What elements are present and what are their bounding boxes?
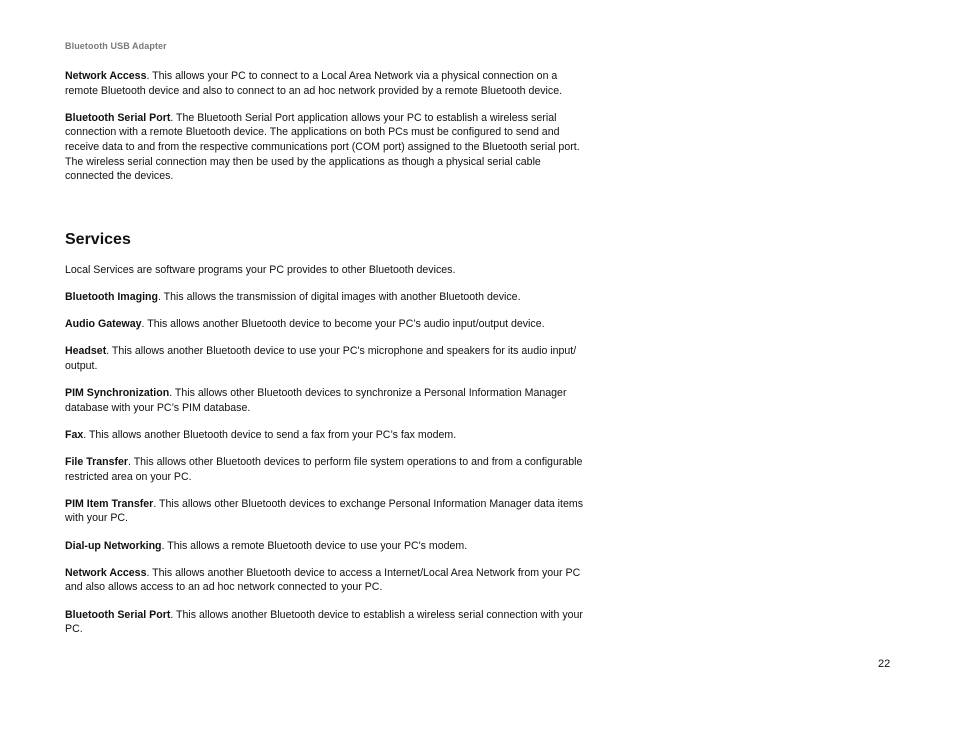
service-text: . This allows another Bluetooth device to become your PC’s audio input/output device. [141, 318, 545, 331]
definition-bluetooth-serial-port [65, 111, 587, 184]
service-term: Bluetooth Imaging [65, 290, 158, 303]
service-term: Fax [65, 428, 84, 441]
service-term: Bluetooth Serial Port [65, 608, 171, 621]
service-term: PIM Synchronization [65, 387, 170, 400]
service-text: . This allows other Bluetooth devices to exchange Personal Information Manager data items with your PC. [65, 497, 583, 525]
service-bluetooth-imaging [65, 290, 587, 305]
service-term: Dial-up Networking [65, 539, 162, 552]
definition-term: Bluetooth Serial Port [65, 111, 171, 124]
page-number: 22 [878, 658, 891, 670]
service-pim-synchronization [65, 386, 587, 415]
service-term: PIM Item Transfer [65, 497, 154, 510]
service-text: . This allows another Bluetooth device to send a fax from your PC’s fax modem. [83, 428, 457, 441]
service-fax [65, 428, 587, 443]
service-text: . This allows a remote Bluetooth device to use your PC's modem. [161, 539, 468, 552]
service-term: Audio Gateway [65, 318, 142, 331]
page-content [65, 69, 587, 649]
service-term: File Transfer [65, 456, 128, 469]
definition-text: . This allows your PC to connect to a Local Area Network via a physical connection on a remote Bluetooth device and also to connect to an ad hoc network provided by a remote Bluetooth device. [65, 70, 563, 97]
service-network-access [65, 566, 587, 595]
service-pim-item-transfer [65, 497, 587, 526]
service-audio-gateway [65, 317, 587, 332]
section-intro: Local Services are software programs your PC provides to other Bluetooth devices. [65, 263, 456, 276]
service-text: . This allows other Bluetooth devices to synchronize a Personal Information Manager database with your PC’s PIM database. [65, 387, 567, 414]
service-term: Network Access [65, 566, 147, 579]
service-dial-up-networking [65, 539, 587, 554]
running-header: Bluetooth USB Adapter [65, 41, 167, 51]
definition-text: . The Bluetooth Serial Port application allows your PC to establish a wireless serial connection with a remote Bluetooth device. The applications on both PCs must be configured to send and receive data to and from the respective communications port (COM port) assigned to the Bluetooth serial port. The wireless serial connection may then be used by the applications as though a physical serial cable connected the devices. [65, 111, 580, 183]
service-bluetooth-serial-port [65, 608, 587, 637]
service-term: Headset [65, 345, 107, 358]
service-headset [65, 344, 587, 373]
service-text: . This allows another Bluetooth device to access a Internet/Local Area Network from your PC and also allows access to an ad hoc network connected to your PC. [65, 566, 581, 594]
service-text: . This allows another Bluetooth device to establish a wireless serial connection with your PC. [65, 608, 583, 636]
service-text: . This allows another Bluetooth device to use your PC's microphone and speakers for its audio input/ output. [65, 345, 577, 372]
service-text: . This allows other Bluetooth devices to perform file system operations to and from a configurable restricted area on your PC. [65, 456, 583, 483]
service-file-transfer [65, 455, 587, 484]
section-title: Services [65, 230, 131, 248]
definition-term: Network Access [65, 70, 147, 82]
service-text: . This allows the transmission of digital images with another Bluetooth device. [157, 290, 521, 303]
definition-network-access [65, 69, 587, 98]
